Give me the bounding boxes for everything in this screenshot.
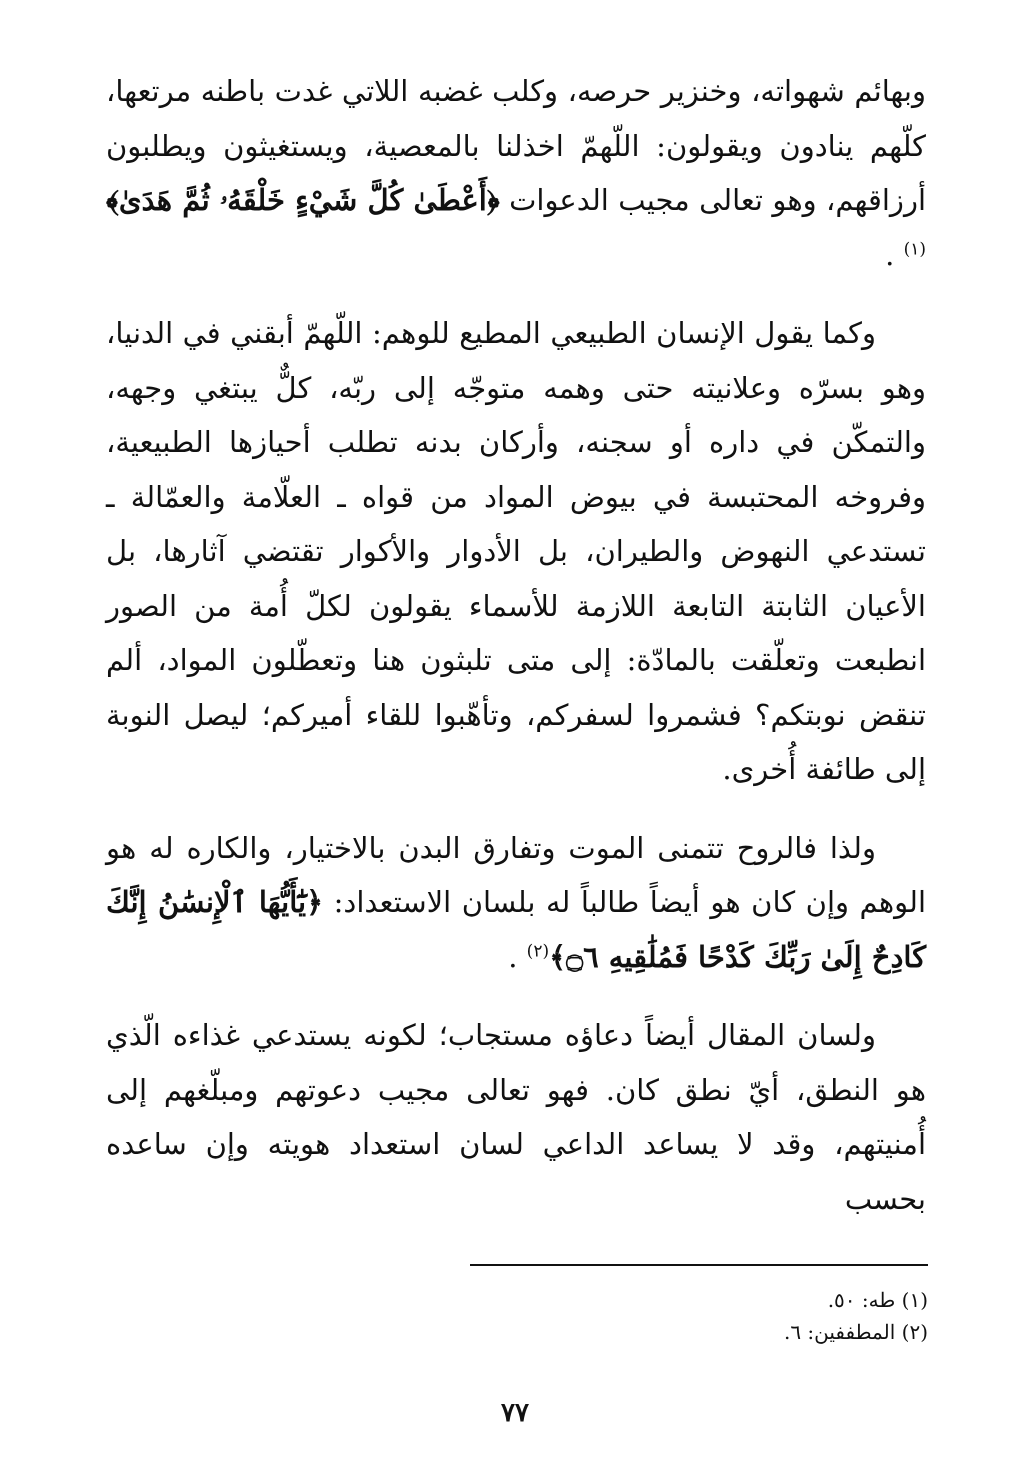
page-number: ٧٧ — [501, 1398, 529, 1428]
paragraph-1 — [106, 64, 926, 282]
paragraph-1-end: . — [885, 237, 904, 272]
paragraph-3-text: ولذا فالروح تتمنى الموت وتفارق البدن بالاختيار، والكاره له هو الوهم وإن كان هو أيضاً طالباً له بلسان الاستعداد: — [106, 830, 926, 919]
quran-verse-2: ﴿يَٰٓأَيُّهَا ٱلْإِنسَٰنُ إِنَّكَ كَادِحٌ إِلَىٰ رَبِّكَ كَدْحًا فَمُلَٰقِيهِ ۝٦﴾ — [106, 885, 926, 974]
quran-verse-1: ﴿أَعْطَىٰ كُلَّ شَيْءٍ خَلْقَهُۥ ثُمَّ هَدَىٰ﴾ — [106, 183, 500, 217]
paragraph-2 — [106, 306, 926, 797]
paragraph-2-text: وكما يقول الإنسان الطبيعي المطيع للوهم: اللّهمّ أبقني في الدنيا، وهو بسرّه وعلانيته حتى وهمه متوجّه إلى ربّه، كلٌّ يبتغي وجهه، والتمكّن في داره أو سجنه، وأركان بدنه تطلب أحيازها الطبيعية، وفروخه المحتبسة في بيوض المواد من قواه ـ العلّامة والعمّالة ـ تستدعي النهوض والطيران، بل الأدوار والأكوار تقتضي آثارها، بل الأعيان الثابتة التابعة اللازمة للأسماء يقولون لكلّ أُمة من الصور انطبعت وتعلّقت بالمادّة: إلى متى تلبثون هنا وتعطّلون المواد، ألم تنقض نوبتكم؟ فشمروا لسفركم، وتأهّبوا للقاء أميركم؛ ليصل النوبة إلى طائفة أُخرى. — [106, 316, 926, 786]
paragraph-4 — [106, 1008, 926, 1226]
footnote-ref-1: (١) — [903, 238, 926, 259]
footnote-1: (١) طه: ٥٠. — [827, 1288, 928, 1312]
footnotes — [470, 1284, 928, 1348]
footnote-2: (٢) المطففين: ٦. — [783, 1320, 928, 1344]
paragraph-3 — [106, 821, 926, 985]
paragraph-4-text: ولسان المقال أيضاً دعاؤه مستجاب؛ لكونه يستدعي غذاءه الّذي هو النطق، أيّ نطق كان. فهو تعالى مجيب دعوتهم ومبلّغهم إلى أُمنيتهم، وقد لا يساعد الداعي لسان استعداد هويته وإن ساعده بحسب — [106, 1018, 926, 1216]
paragraph-3-end: . — [508, 939, 527, 974]
paragraph-1-text: وبهائم شهواته، وخنزير حرصه، وكلب غضبه اللاتي غدت باطنه مرتعها، كلّهم ينادون ويقولون: اللّهمّ اخذلنا بالمعصية، ويستغيثون ويطلبون أرزاقهم، وهو تعالى مجيب الدعوات — [106, 74, 927, 217]
footnote-ref-2: (٢) — [526, 940, 550, 961]
main-text — [106, 64, 926, 1250]
footnote-divider — [470, 1264, 928, 1266]
